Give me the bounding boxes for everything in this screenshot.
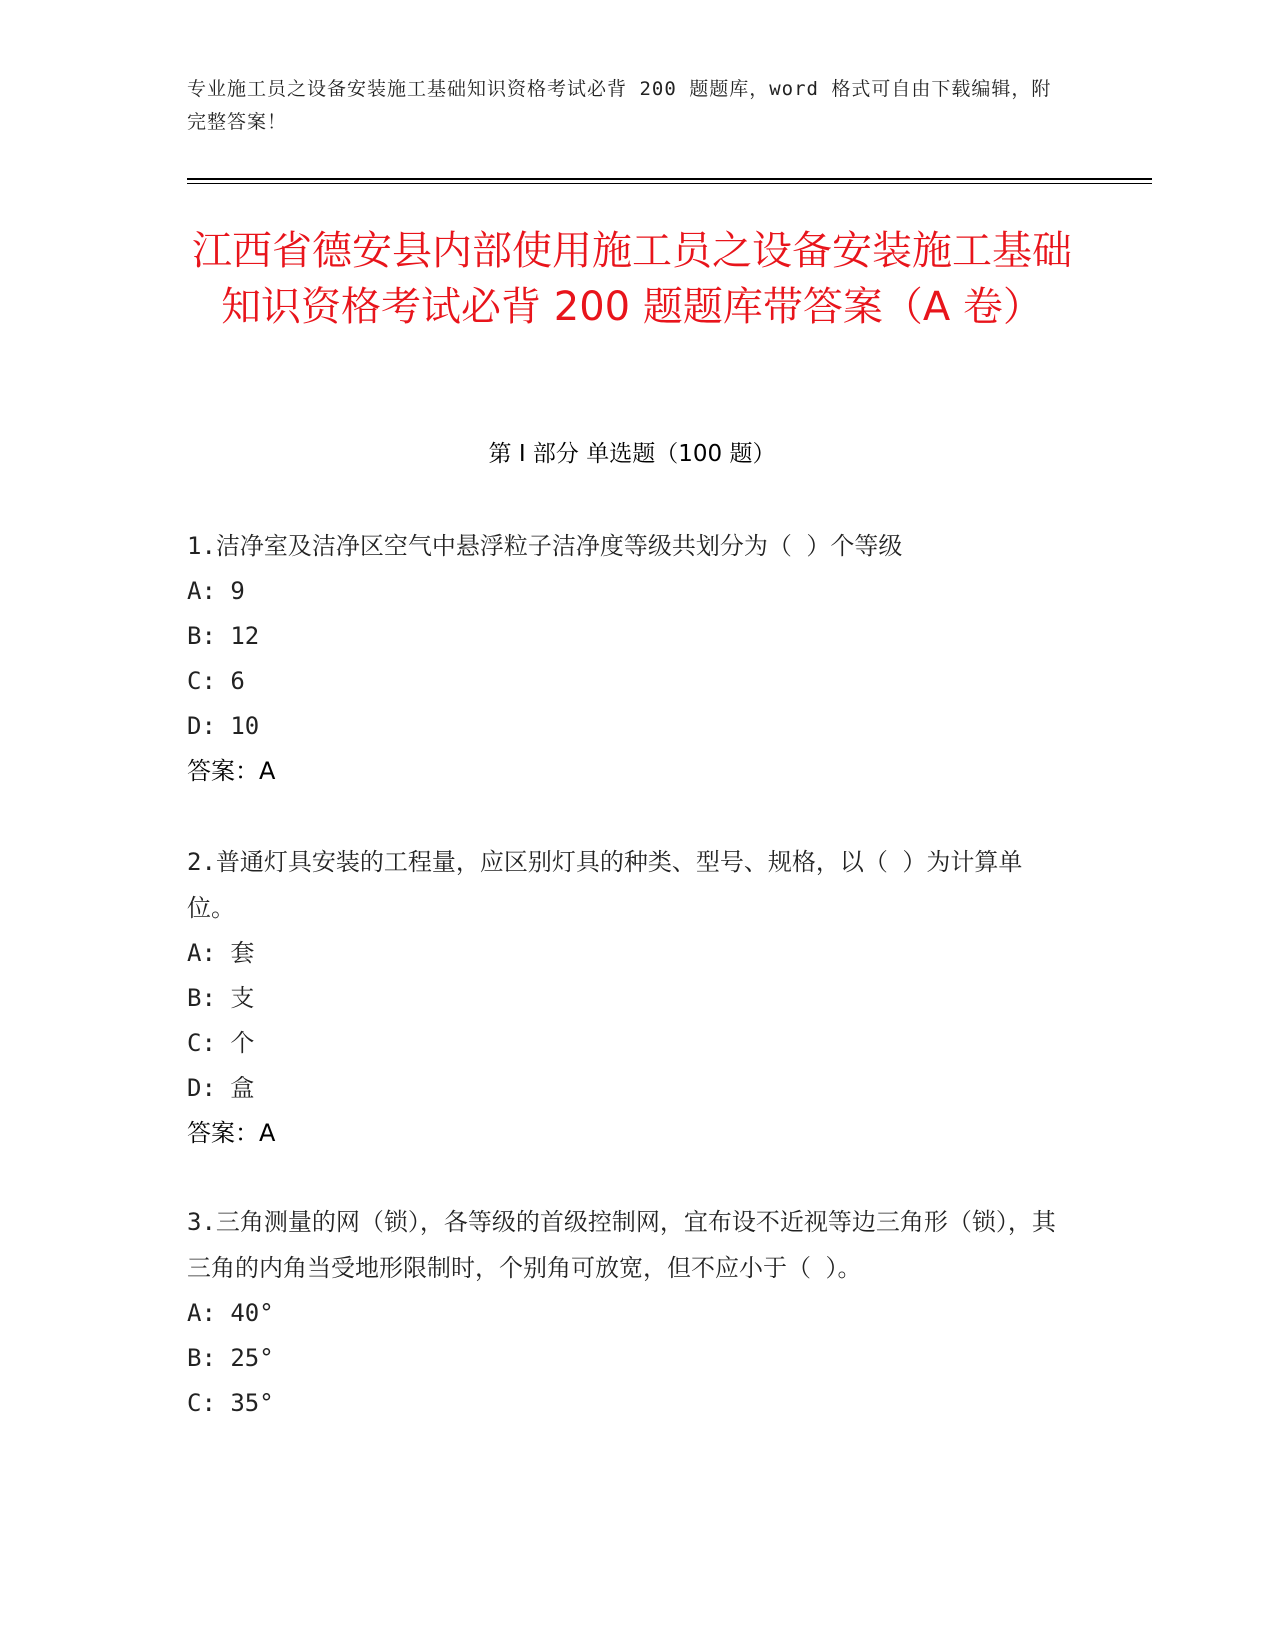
option-c: C: 35°	[187, 1389, 274, 1417]
header-note: 专业施工员之设备安装施工基础知识资格考试必背 200 题题库，word 格式可自由下载编辑，附完整答案！	[187, 78, 1052, 133]
question-2	[187, 839, 1067, 1156]
option-d: D: 10	[187, 712, 260, 740]
answer: 答案：A	[187, 1119, 276, 1147]
option-a: A: 9	[187, 577, 245, 605]
header-divider-thin	[187, 183, 1152, 184]
option-d: D: 盒	[187, 1074, 255, 1102]
option-b: B: 25°	[187, 1344, 274, 1372]
option-a: A: 套	[187, 939, 255, 967]
section-heading: 第 I 部分 单选题（100 题）	[488, 441, 776, 467]
question-stem: 2.普通灯具安装的工程量，应区别灯具的种类、型号、规格，以（ ）为计算单位。	[187, 848, 1023, 922]
question-1	[187, 523, 1067, 794]
option-c: C: 个	[187, 1029, 255, 1057]
answer: 答案：A	[187, 757, 276, 785]
option-b: B: 支	[187, 984, 255, 1012]
option-a: A: 40°	[187, 1299, 274, 1327]
option-b: B: 12	[187, 622, 260, 650]
question-3	[187, 1199, 1067, 1426]
option-c: C: 6	[187, 667, 245, 695]
question-stem: 1.洁净室及洁净区空气中悬浮粒子洁净度等级共划分为（ ）个等级	[187, 532, 903, 560]
header-divider-thick	[187, 178, 1152, 180]
document-title: 江西省德安县内部使用施工员之设备安装施工基础知识资格考试必背 200 题题库带答案（A 卷）	[192, 228, 1072, 330]
question-stem: 3.三角测量的网（锁），各等级的首级控制网，宜布设不近视等边三角形（锁），其三角的内角当受地形限制时，个别角可放宽，但不应小于（ ）。	[187, 1208, 1056, 1282]
